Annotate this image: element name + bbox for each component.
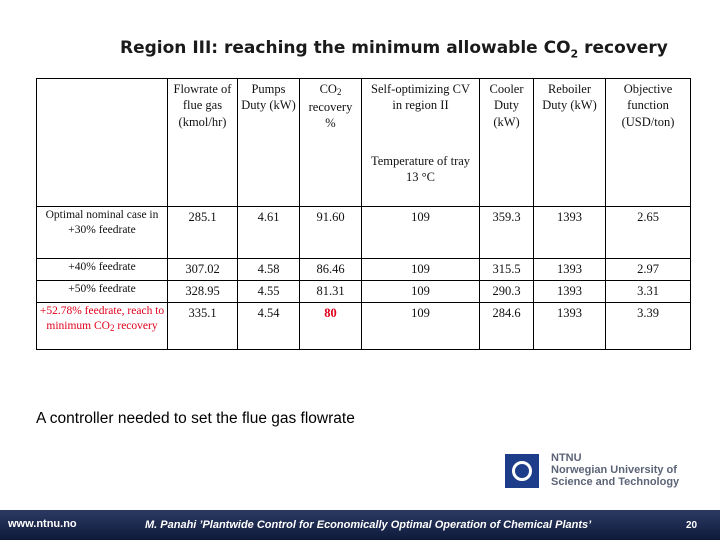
header-pumps: Pumps Duty (kW) (238, 79, 300, 207)
row-label (37, 303, 168, 350)
cell-co2-recovery: 86.46 (300, 259, 362, 281)
row-label: +40% feedrate (37, 259, 168, 281)
results-table (36, 78, 691, 350)
header-reboiler: Reboiler Duty (kW) (534, 79, 606, 207)
table-row (37, 281, 691, 303)
page-number: 20 (686, 520, 698, 531)
header-row (37, 79, 691, 151)
row-label: +50% feedrate (37, 281, 168, 303)
ntnu-logo-icon (505, 454, 539, 488)
header-co2-recovery (300, 79, 362, 207)
table-row (37, 259, 691, 281)
cell-flowrate: 328.95 (168, 281, 238, 303)
cell-objective: 2.65 (606, 207, 691, 259)
cell-co2-recovery: 91.60 (300, 207, 362, 259)
table-row (37, 207, 691, 259)
cell-reboiler: 1393 (534, 303, 606, 350)
header-corner-cell (37, 79, 168, 207)
cell-cooler: 359.3 (480, 207, 534, 259)
footer-bar (0, 510, 720, 540)
cell-pumps: 4.61 (238, 207, 300, 259)
cell-pumps: 4.55 (238, 281, 300, 303)
title-text-end: recovery (578, 38, 668, 58)
cell-pumps: 4.58 (238, 259, 300, 281)
row-label: Optimal nominal case in +30% feedrate (37, 207, 168, 259)
cell-cooler: 284.6 (480, 303, 534, 350)
cell-co2-recovery: 81.31 (300, 281, 362, 303)
title-text: Region III: reaching the minimum allowable CO (120, 38, 571, 58)
cell-cooler: 315.5 (480, 259, 534, 281)
footer-url[interactable]: www.ntnu.no (8, 518, 77, 530)
ntnu-logo-text (551, 452, 701, 488)
header-flowrate: Flowrate of flue gas (kmol/hr) (168, 79, 238, 207)
logo-line-2: Norwegian University of (551, 464, 677, 476)
cell-flowrate: 335.1 (168, 303, 238, 350)
cell-objective: 3.31 (606, 281, 691, 303)
cell-flowrate: 285.1 (168, 207, 238, 259)
cell-reboiler: 1393 (534, 281, 606, 303)
row-label-text: +52.78% feedrate, reach to minimum CO (39, 305, 165, 332)
cell-objective: 2.97 (606, 259, 691, 281)
cell-reboiler: 1393 (534, 207, 606, 259)
header-co2-text: CO (319, 82, 337, 96)
cell-cv: 109 (362, 303, 480, 350)
cell-flowrate: 307.02 (168, 259, 238, 281)
logo-line-1: NTNU (551, 452, 582, 464)
cell-cv: 109 (362, 259, 480, 281)
cell-reboiler: 1393 (534, 259, 606, 281)
logo-line-3: Science and Technology (551, 476, 680, 488)
slide-title (120, 38, 680, 60)
header-objective: Objective function (USD/ton) (606, 79, 691, 207)
cell-cv: 109 (362, 207, 480, 259)
cell-objective: 3.39 (606, 303, 691, 350)
cell-cv: 109 (362, 281, 480, 303)
slide-note: A controller needed to set the flue gas flowrate (36, 410, 355, 427)
cell-co2-recovery: 80 (300, 303, 362, 350)
row-label-text-end: recovery (114, 319, 158, 332)
header-co2-subscript: 2 (336, 87, 342, 97)
cell-cooler: 290.3 (480, 281, 534, 303)
header-self-optimizing-cv: Self-optimizing CV in region II (362, 79, 480, 151)
title-subscript: 2 (570, 47, 579, 61)
ntnu-logo (505, 452, 695, 492)
row-label-subscript: 2 (109, 322, 115, 333)
footer-citation: M. Panahi ’Plantwide Control for Economically Optimal Operation of Chemical Plants’ (145, 519, 592, 531)
header-co2-unit: recovery % (308, 99, 353, 130)
header-tray-temperature: Temperature of tray 13 °C (362, 151, 480, 207)
table-row (37, 303, 691, 350)
cell-pumps: 4.54 (238, 303, 300, 350)
header-cooler: Cooler Duty (kW) (480, 79, 534, 207)
